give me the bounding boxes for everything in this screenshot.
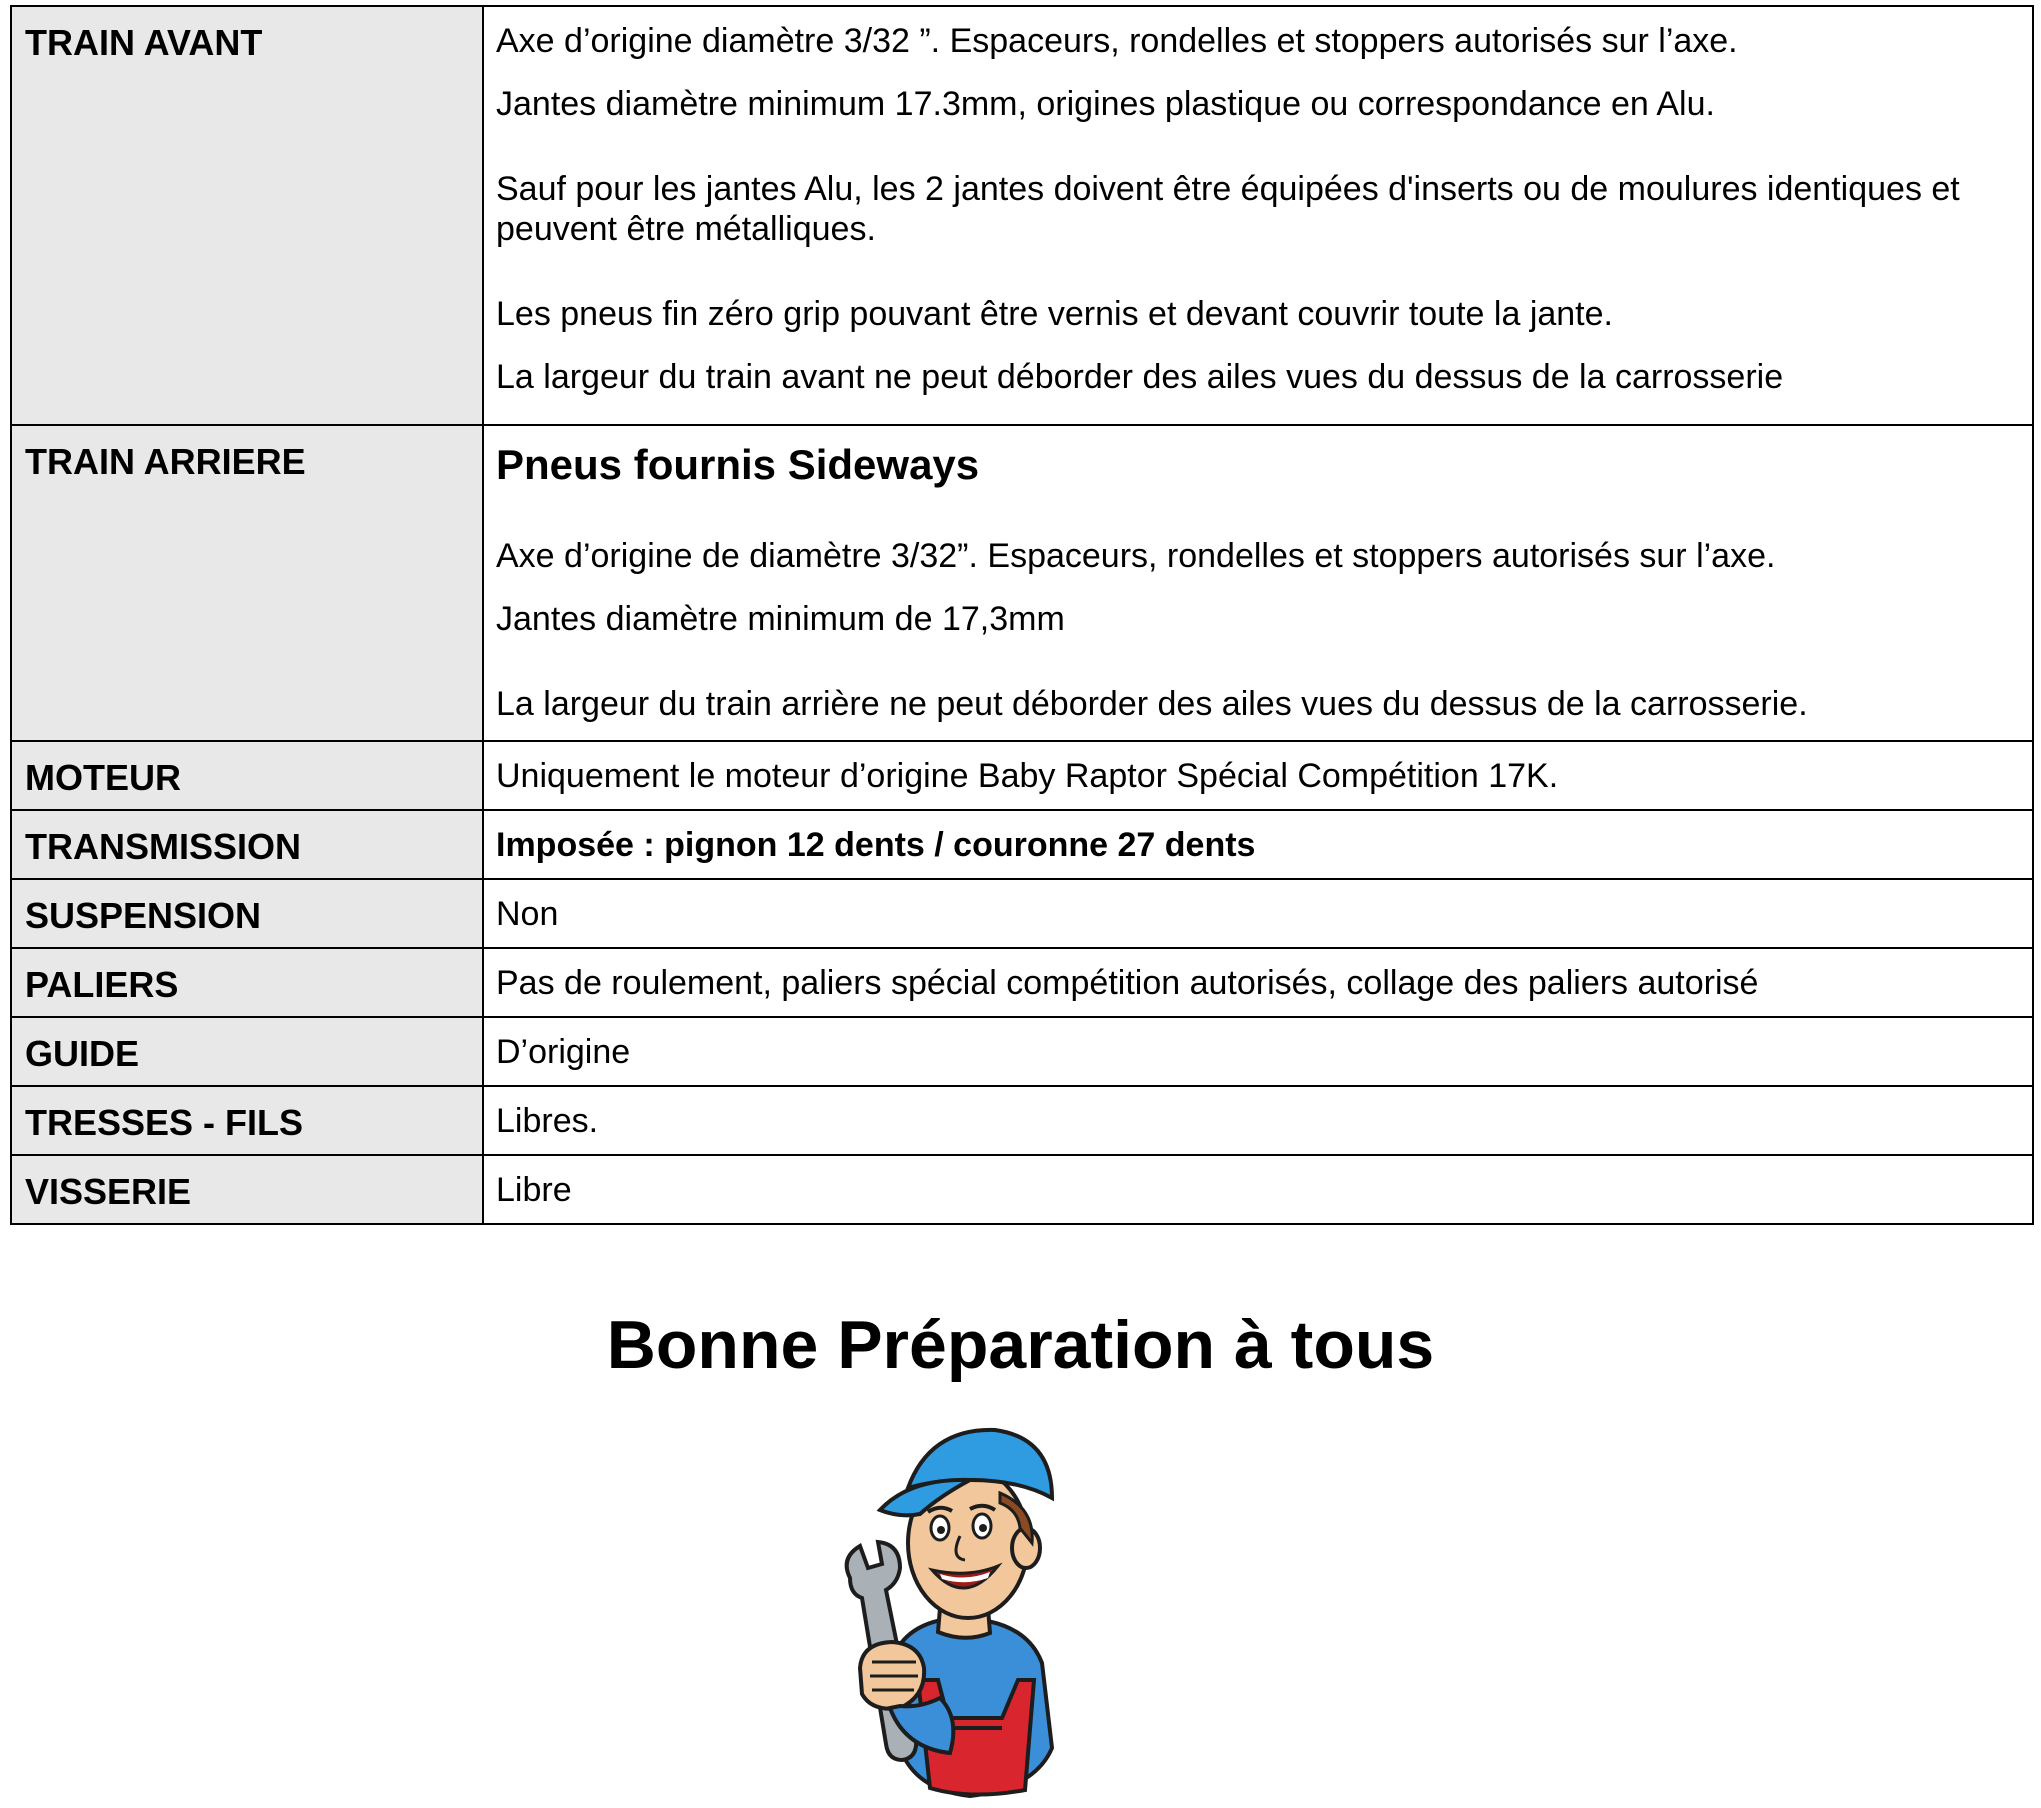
- row-label-cell: [11, 741, 483, 810]
- row-label-cell: [11, 6, 483, 425]
- rule-text: Pas de roulement, paliers spécial compétition autorisés, collage des paliers autorisé: [496, 964, 1759, 1002]
- row-label: VISSERIE: [25, 1171, 192, 1212]
- row-value-cell: [483, 741, 2033, 810]
- table-row-visserie: [11, 1155, 2033, 1224]
- row-label: GUIDE: [25, 1033, 140, 1074]
- rules-table: [10, 5, 2034, 1225]
- rule-text: Axe d’origine de diamètre 3/32”. Espaceurs, rondelles et stoppers autorisés sur l’axe.: [496, 537, 1776, 576]
- rule-text: Axe d’origine diamètre 3/32 ”. Espaceurs, rondelles et stoppers autorisés sur l’axe.: [496, 22, 1738, 60]
- row-value-cell: [483, 810, 2033, 879]
- table-row-paliers: [11, 948, 2033, 1017]
- table-row-train-avant: [11, 6, 2033, 425]
- table-row-transmission: [11, 810, 2033, 879]
- row-label-cell: [11, 1086, 483, 1155]
- row-value-cell: [483, 1155, 2033, 1224]
- row-value-cell: [483, 1086, 2033, 1155]
- row-label-cell: [11, 1155, 483, 1224]
- row-value-cell: [483, 879, 2033, 948]
- rule-text: D’origine: [496, 1033, 631, 1071]
- row-label: TRAIN AVANT: [25, 22, 263, 63]
- table-row-guide: [11, 1017, 2033, 1086]
- rule-text: Non: [496, 895, 559, 933]
- rule-text: Sauf pour les jantes Alu, les 2 jantes doivent être équipées d'inserts ou de moulures identiques et peuvent être métalliques.: [496, 169, 1960, 249]
- row-value-cell: [483, 1017, 2033, 1086]
- rule-text: La largeur du train arrière ne peut déborder des ailes vues du dessus de la carrosserie.: [496, 684, 1808, 723]
- row-label-cell: [11, 948, 483, 1017]
- mechanic-with-wrench-icon: [820, 1418, 1090, 1803]
- row-label: TRESSES - FILS: [25, 1102, 304, 1143]
- rule-text: Imposée : pignon 12 dents / couronne 27 dents: [496, 826, 1256, 864]
- closing-title: Bonne Préparation à tous: [606, 1307, 1435, 1383]
- row-label: TRAIN ARRIERE: [25, 441, 306, 482]
- row-label: PALIERS: [25, 964, 179, 1005]
- rule-text: Jantes diamètre minimum de 17,3mm: [496, 600, 1065, 639]
- rule-text: Libre: [496, 1171, 572, 1209]
- row-label-cell: [11, 1017, 483, 1086]
- row-label-cell: [11, 879, 483, 948]
- table-row-moteur: [11, 741, 2033, 810]
- row-label-cell: [11, 810, 483, 879]
- rule-text: La largeur du train avant ne peut déborder des ailes vues du dessus de la carrosserie: [496, 357, 1784, 396]
- table-row-suspension: [11, 879, 2033, 948]
- row-value-cell: [483, 948, 2033, 1017]
- row-value-cell: [483, 425, 2033, 741]
- rule-text: Uniquement le moteur d’origine Baby Raptor Spécial Compétition 17K.: [496, 757, 1559, 795]
- row-label-cell: [11, 425, 483, 741]
- table-row-train-arriere: [11, 425, 2033, 741]
- row-label: SUSPENSION: [25, 895, 262, 936]
- rule-heading: Pneus fournis Sideways: [496, 441, 980, 488]
- row-value-cell: [483, 6, 2033, 425]
- row-label: TRANSMISSION: [25, 826, 302, 867]
- rule-text: Libres.: [496, 1102, 599, 1140]
- rule-text: Jantes diamètre minimum 17.3mm, origines plastique ou correspondance en Alu.: [496, 84, 1715, 123]
- row-label: MOTEUR: [25, 757, 181, 798]
- table-row-tresses-fils: [11, 1086, 2033, 1155]
- rule-text: Les pneus fin zéro grip pouvant être vernis et devant couvrir toute la jante.: [496, 295, 1613, 334]
